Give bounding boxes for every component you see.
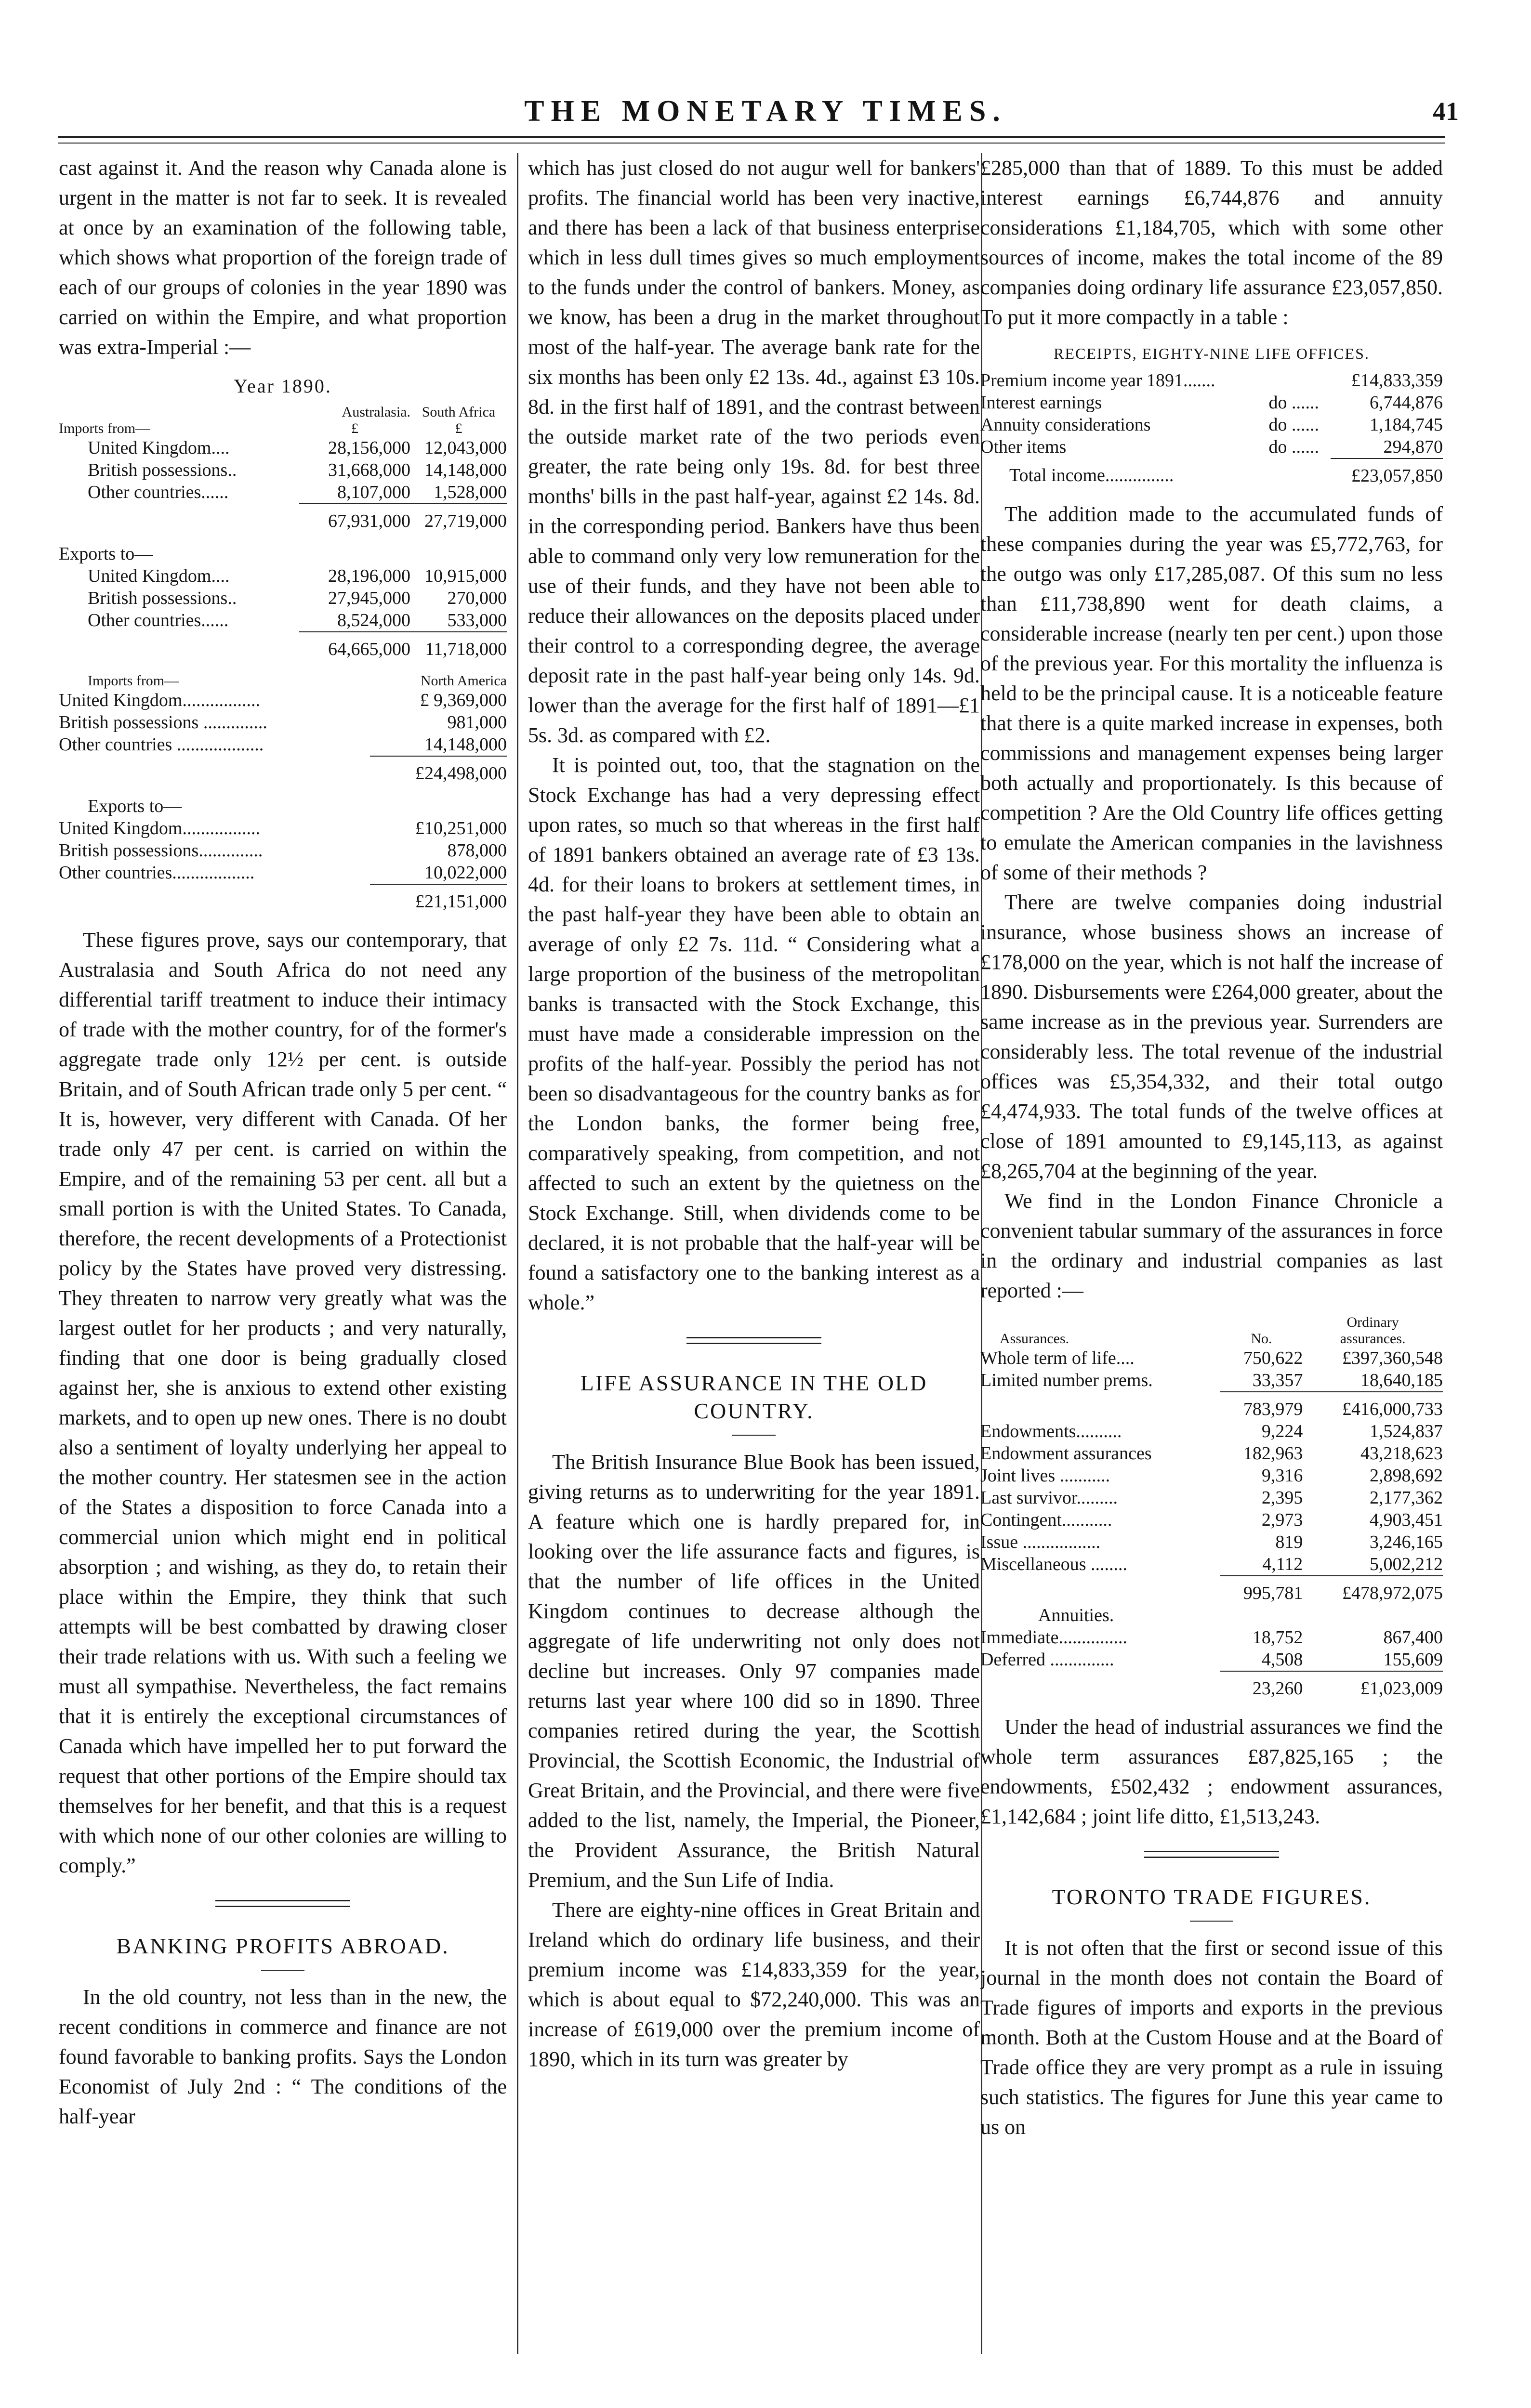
column-header: Australasia. [342, 404, 410, 420]
row-group-label: Exports to— [59, 544, 153, 564]
column-header: South Africa [422, 404, 496, 420]
table-row: British possessions.............. 878,000 [59, 840, 507, 861]
unit-label: £ [455, 420, 462, 436]
table-row: United Kingdom.... 28,196,000 10,915,000 [88, 566, 507, 586]
header-rule [58, 136, 1445, 138]
section-ornament [1144, 1851, 1279, 1858]
table-row: Last survivor......... 2,395 2,177,362 [980, 1488, 1443, 1508]
table-row: Other countries...... 8,524,000 533,000 [88, 610, 507, 630]
table-row: Endowments.......... 9,224 1,524,837 [980, 1421, 1443, 1441]
table-caption: Year 1890. [234, 375, 332, 397]
row-group-label: Imports from— [59, 420, 150, 436]
article-text: which has just closed do not augur well for bankers' profits. The financial world has been very inactive, and there has been a lack of that business enterprise which in less dull times gives so much employment to the funds under the control of bankers. Money, as we know, has been a drug in the market throughout most of the half-year. The average bank rate for the six months has been only £2 13s. 4d., against £3 10s. 8d. in the first half of 1891, and the contrast between the outside market rate of the two periods even greater, the rate being only 19s. 8d. for best three months' bills in the past half-year, against £2 14s. 8d. in the corresponding period. Bankers have thus been able to command only very low remuneration for the use of their funds, and they have not been able to reduce their allowances on the deposits placed under their control to a corresponding degree, the average deposit rate in the past half-year being only 14s. 9d. lower than the average for the first half of 1891—£1 5s. 3d. as compared with £2. [528, 156, 980, 747]
newspaper-title: THE MONETARY TIMES. [524, 95, 1007, 128]
table-row: Miscellaneous ........ 4,112 5,002,212 [980, 1554, 1443, 1574]
column-divider [517, 153, 518, 2354]
table-total-row: 23,260 £1,023,009 [980, 1671, 1443, 1700]
table-total-row: £24,498,000 [59, 756, 507, 785]
table-total-row: £21,151,000 [59, 884, 507, 913]
table-total-row: 783,979 £416,000,733 [980, 1392, 1443, 1420]
assurances-table [980, 1314, 1443, 1700]
article-text: Under the head of industrial assurances we find the whole term assurances £87,825,165 ; the endowments, £502,432 ; endowment assurances, £1,142,684 ; joint life ditto, £1,513,243. [980, 1715, 1443, 1828]
table-row: Immediate............... 18,752 867,400 [980, 1627, 1443, 1648]
column-header: Ordinary [1346, 1314, 1399, 1330]
article-text: There are eighty-nine offices in Great Britain and Ireland which do ordinary life business, and their premium income was £14,833,359 for the year, which is about equal to $72,240,000. This was an increase of £619,000 over the premium income of 1890, which in its turn was greater by [528, 1898, 980, 2071]
receipts-table [980, 369, 1443, 487]
heading-rule [732, 1435, 776, 1436]
unit-label: £ [351, 420, 358, 436]
column-2 [528, 153, 980, 2408]
column-header: No. [1251, 1331, 1272, 1347]
article-heading: LIFE ASSURANCE IN THE OLD COUNTRY. [580, 1371, 928, 1423]
table-row: British possessions .............. 981,000 [59, 712, 507, 733]
table-row: Whole term of life.... 750,622 £397,360,548 [980, 1348, 1443, 1368]
article-text: The British Insurance Blue Book has been issued, giving returns as to underwriting for the year 1891. A feature which one is hardly prepared for, in looking over the life assurance facts and figures, is that the number of life offices in the United Kingdom continues to decrease although the aggregate of life underwriting not only does not decline but increases. Only 97 companies made returns last year where 100 did so in 1890. Three companies retired during the year, the Scottish Provincial, the Scottish Economic, the Industrial of Great Britain, and the Provincial, and there were five added to the list, namely, the Imperial, the Pioneer, the Provident Assurance, the British Natural Premium, and the Sun Life of India. [528, 1450, 980, 1892]
heading-rule [261, 1970, 304, 1971]
article-text: The addition made to the accumulated funds of these companies during the year was £5,772,763, for the outgo was only £17,285,087. Of this sum no less than £11,738,890 went for death claims, a considerable increase (nearly ten per cent.) upon those of the previous year. For this mortality the influenza is held to be the principal cause. It is a noticeable feature that there is a quite marked increase in expenses, both commissions and management expenses being larger both actually and proportionately. Is this because of competition ? Are the Old Country life offices getting to emulate the American companies in the lavishness of some of their methods ? [980, 502, 1443, 884]
column-1 [59, 153, 507, 2408]
table-caption: RECEIPTS, EIGHTY-NINE LIFE OFFICES. [1054, 345, 1370, 362]
table-row: Other items do ...... 294,870 [980, 437, 1443, 457]
trade-table-north-america [59, 673, 507, 913]
column-3 [980, 153, 1443, 2408]
table-row: Contingent........... 2,973 4,903,451 [980, 1510, 1443, 1530]
table-row: Deferred .............. 4,508 155,609 [980, 1649, 1443, 1670]
table-row: Interest earnings do ...... 6,744,876 [980, 393, 1443, 413]
article-heading: TORONTO TRADE FIGURES. [1052, 1885, 1372, 1909]
article-text: cast against it. And the reason why Canada alone is urgent in the matter is not far to seek. It is revealed at once by an examination of the following table, which shows what proportion of the foreign trade of each of our groups of colonies in the year 1890 was carried on within the Empire, and what proportion was extra-Imperial :— [59, 156, 507, 359]
column-header: Assurances. [1000, 1331, 1069, 1347]
column-header: assurances. [1340, 1331, 1406, 1347]
table-row: Limited number prems. 33,357 18,640,185 [980, 1370, 1443, 1390]
article-text: There are twelve companies doing industrial insurance, whose business shows an increase of £178,000 on the year, which is not half the increase of 1890. Disbursements were £264,000 greater, about the same increase as in the previous year. Surrenders are considerably less. The total revenue of the industrial offices was £5,354,332, and their total outgo £4,474,933. The total funds of the twelve offices at close of 1891 amounted to £9,145,113, as against £8,265,704 at the beginning of the year. [980, 890, 1443, 1183]
table-row: Joint lives ........... 9,316 2,898,692 [980, 1466, 1443, 1486]
table-row: British possessions.. 27,945,000 270,000 [88, 588, 507, 608]
table-row: Issue ................. 819 3,246,165 [980, 1532, 1443, 1552]
table-row: Annuity considerations do ...... 1,184,745 [980, 415, 1443, 435]
table-row: United Kingdom.... 28,156,000 12,043,000 [88, 438, 507, 458]
table-row: Other countries.................. 10,022,000 [59, 863, 507, 883]
table-row: British possessions.. 31,668,000 14,148,000 [88, 460, 507, 480]
column-header: North America [420, 673, 507, 689]
table-row: United Kingdom................. £ 9,369,000 [59, 690, 507, 710]
heading-rule [1190, 1921, 1233, 1922]
table-row: United Kingdom................. £10,251,000 [59, 818, 507, 838]
table-total-row: 995,781 £478,972,075 [980, 1576, 1443, 1604]
section-ornament [686, 1337, 821, 1344]
table-total-row: Total income............... £23,057,850 [980, 458, 1443, 487]
table-row: Other countries...... 8,107,000 1,528,000 [88, 482, 507, 502]
table-row: Endowment assurances 182,963 43,218,623 [980, 1443, 1443, 1464]
row-group-label: Exports to— [88, 796, 182, 816]
article-text: We find in the London Finance Chronicle a convenient tabular summary of the assurances in force in the ordinary and industrial companies as last reported :— [980, 1189, 1443, 1302]
article-text: It is pointed out, too, that the stagnation on the Stock Exchange has had a very depressing effect upon rates, so much so that whereas in the first half of 1891 bankers obtained an average rate of £3 13s. 4d. for their loans to brokers at settlement times, in the past half-year they have been able to obtain an average of only £2 7s. 11d. “ Considering what a large proportion of the business of the metropolitan banks is transacted with the Stock Exchange, this must have made a considerable impression on the profits of the half-year. Possibly the period has not been so disadvantageous for the country banks as for the London banks, the former being free, comparatively speaking, from competition, and not affected to such an extent by the quietness on the Stock Exchange. Still, when dividends come to be declared, it is not probable that the half-year will be found a satisfactory one to the banking interest as a whole.” [528, 753, 980, 1314]
table-total-row: 64,665,000 11,718,000 [59, 632, 507, 660]
article-text: These figures prove, says our contemporary, that Australasia and South Africa do not need any differential tariff treatment to induce their intimacy of trade with the mother country, for of the former's aggregate trade only 12½ per cent. is outside Britain, and of South African trade only 5 per cent. “ It is, however, very different with Canada. Of her trade only 47 per cent. is carried on within the Empire, and of the remaining 53 per cent. all but a small portion is with the United States. To Canada, therefore, the recent developments of a Protectionist policy by the States have proved very distressing. They threaten to narrow very greatly what was the largest outlet for her products ; and very naturally, finding that one door is being gradually closed against her, she is anxious to extend other existing markets, and to open up new ones. There is no doubt also a sentiment of loyalty underlying her appeal to the mother country. Her statesmen see in the action of the States a disposition to force Canada into a commercial union which might end in political absorption ; and wishing, as they do, to retain their place within the Empire, they think that such attempts will be best combatted by drawing closer their trade relations with us. With such a feeling we must all sympathise. Nevertheless, the fact remains that it is entirely the exceptional circumstances of Canada which have impelled her to put forward the request that other portions of the Empire should tax themselves for her benefit, and that this is a request with which none of our other colonies are willing to comply.” [59, 928, 507, 1877]
masthead [0, 94, 1531, 138]
header-rule-thin [58, 143, 1445, 144]
section-ornament [215, 1900, 350, 1907]
article-heading: BANKING PROFITS ABROAD. [116, 1934, 449, 1958]
article-text: In the old country, not less than in the new, the recent conditions in commerce and finance are not found favorable to banking profits. Says the London Economist of July 2nd : “ The conditions of the half-year [59, 1985, 507, 2128]
table-total-row: 67,931,000 27,719,000 [59, 504, 507, 532]
article-text: £285,000 than that of 1889. To this must be added interest earnings £6,744,876 and annuity considerations £1,184,705, which with some other sources of income, makes the total income of the 89 companies doing ordinary life assurance £23,057,850. To put it more compactly in a table : [980, 156, 1443, 329]
table-row: Premium income year 1891....... £14,833,359 [980, 370, 1443, 391]
trade-table-australasia-south-africa [59, 404, 507, 660]
table-row: Other countries ................... 14,148,000 [59, 734, 507, 755]
article-text: It is not often that the first or second issue of this journal in the month does not contain the Board of Trade figures of imports and exports in the previous month. Both at the Custom House and at the Board of Trade office they are very prompt as a rule in issuing such statistics. The figures for June this year came to us on [980, 1936, 1443, 2139]
page-number: 41 [1433, 97, 1459, 126]
row-group-label: Annuities. [1038, 1605, 1114, 1625]
row-group-label: Imports from— [88, 673, 179, 689]
